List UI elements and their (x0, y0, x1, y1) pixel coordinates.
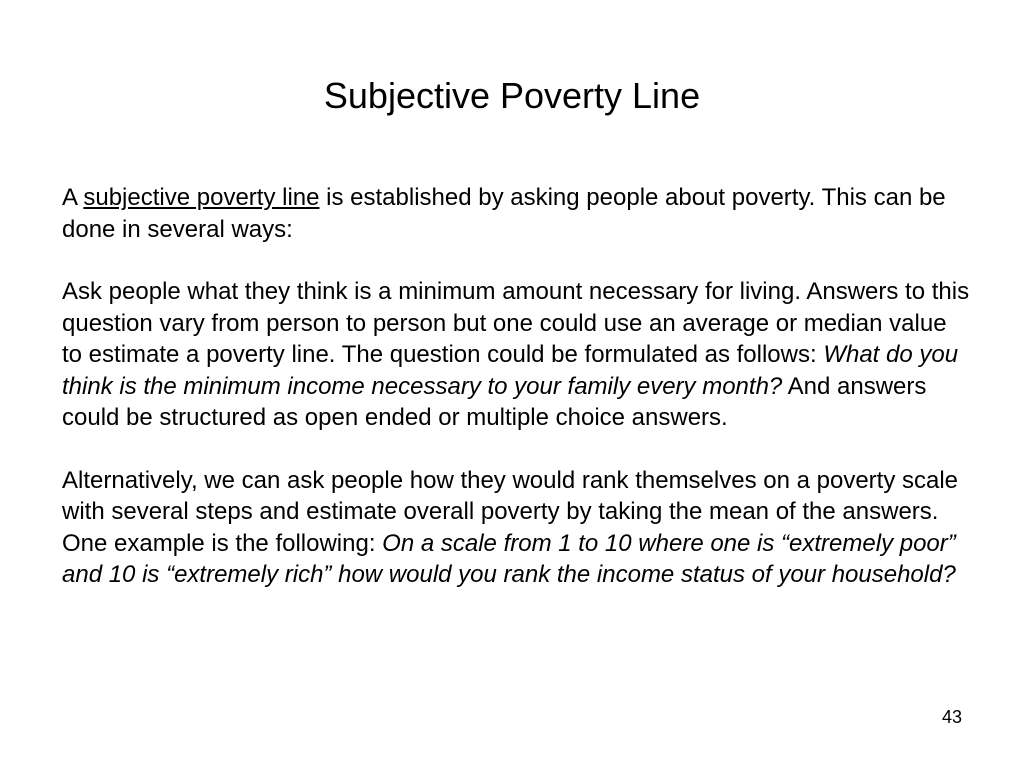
poverty-scale-text: Alternatively, we can ask people how they would rank themselves on a poverty scale with several steps and estimate overall poverty by taking the mean of the answers. One example is the following: (62, 466, 959, 557)
paragraph-minimum-amount (62, 276, 972, 434)
minimum-amount-closing: And answers could be structured as open ended or multiple choice answers. (62, 372, 927, 431)
paragraph-poverty-scale (62, 465, 972, 591)
poverty-scale-question: On a scale from 1 to 10 where one is “extremely poor” and 10 is “extremely rich” how would you rank the income status of your household? (62, 529, 956, 588)
minimum-amount-text: Ask people what they think is a minimum amount necessary for living. Answers to this question vary from person to person but one could use an average or median value to estimate a poverty line. The question could be formulated as follows: (62, 278, 970, 368)
term-subjective-poverty-line: subjective poverty line (83, 184, 320, 211)
paragraph-intro (62, 182, 972, 245)
intro-suffix: is established by asking people about poverty. This can be done in several ways: (62, 184, 946, 243)
intro-prefix: A (62, 184, 84, 211)
slide-body (62, 182, 972, 622)
minimum-income-question: What do you think is the minimum income necessary to your family every month? (62, 341, 959, 400)
slide-title: Subjective Poverty Line (323, 75, 701, 116)
page-number: 43 (941, 707, 962, 727)
